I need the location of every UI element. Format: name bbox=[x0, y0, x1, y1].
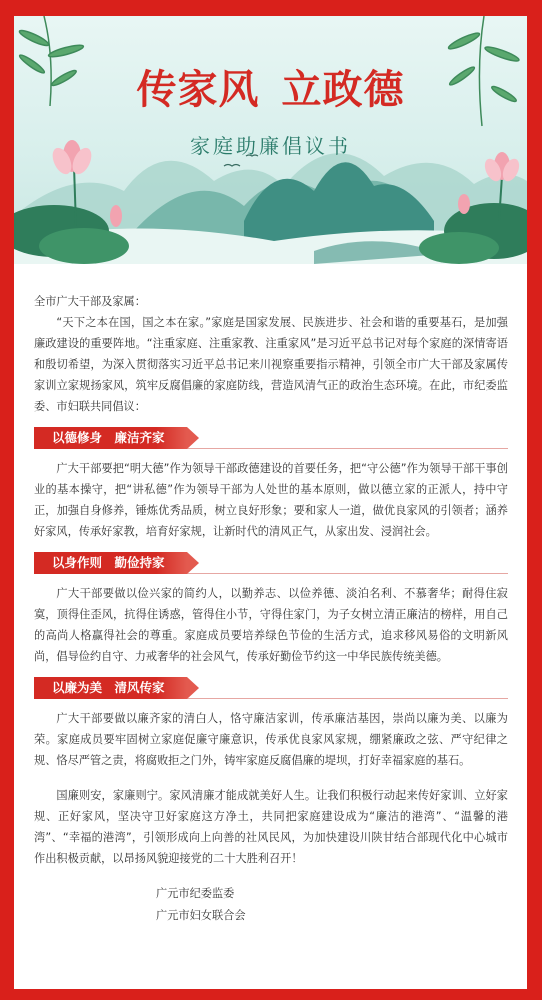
section-paragraph-3: 广大干部要做以廉齐家的清白人，恪守廉洁家训，传承廉洁基因，崇尚以廉为美、以廉为荣。家庭成员要牢固树立家庭促廉守廉意识，传承优良家风家规，绷紧廉政之弦、严守纪律之规、恪尽严管之责，将腐败拒之门外，铸牢家庭反腐倡廉的堤坝，打好幸福家庭的基石。 bbox=[34, 712, 508, 767]
section-heading-label: 以廉为美 清风传家 bbox=[34, 677, 187, 699]
title-part-b: 立政德 bbox=[281, 66, 405, 113]
page-title bbox=[14, 58, 527, 115]
section-heading-1 bbox=[34, 427, 508, 449]
title-part-a: 传家风 bbox=[136, 66, 260, 113]
section-heading-2 bbox=[34, 552, 508, 574]
section-paragraph-2: 广大干部要做以俭兴家的简约人，以勤养志、以俭养德、淡泊名利、不慕奢华；耐得住寂寞，顶得住歪风，抗得住诱惑，管得住小节，守得住家门，为子女树立清正廉洁的榜样，用自己的高尚人格赢得社会的尊重。家庭成员要培养绿色节俭的生活方式，追求移风易俗的文明新风尚，倡导俭约自守、力戒奢华的社会风气，传承好勤俭节约这一中华民族传统美德。 bbox=[34, 587, 508, 663]
signature-block bbox=[34, 883, 508, 927]
letter-body bbox=[34, 291, 508, 927]
header-banner bbox=[14, 16, 527, 264]
section-paragraph-1: 广大干部要把“明大德”作为领导干部政德建设的首要任务，把“守公德”作为领导干部干事创业的基本操守，把“讲私德”作为领导干部为人处世的基本原则，做以德立家的正派人，持中守正，加强自身修养，锤炼优秀品质，树立良好形象；要和家人一道，做优良家风的引领者；涵养好家风，传承好家教，培育好家规，让新时代的清风正气，从家出发、浸润社会。 bbox=[34, 462, 508, 538]
section-heading-label: 以德修身 廉洁齐家 bbox=[34, 427, 187, 449]
section-heading-3 bbox=[34, 677, 508, 699]
page-frame bbox=[14, 16, 527, 989]
closing-paragraph: 国廉则安，家廉则宁。家风清廉才能成就美好人生。让我们积极行动起来传好家训、立好家规、正好家风，坚决守卫好家庭这方净土，共同把家庭建设成为“廉洁的港湾”、“温馨的港湾”、“幸福的港湾”，引领形成向上向善的社风民风，为加快建设川陕甘结合部现代化中心城市作出积极贡献，以昂扬风貌迎接党的二十大胜利召开！ bbox=[34, 789, 508, 865]
greeting: 全市广大干部及家属： bbox=[34, 295, 146, 308]
signature-line-2: 广元市妇女联合会 bbox=[156, 909, 246, 922]
signature-line-1: 广元市纪委监委 bbox=[156, 887, 235, 900]
section-heading-label: 以身作则 勤俭持家 bbox=[34, 552, 187, 574]
intro-paragraph: “天下之本在国，国之本在家。”家庭是国家发展、民族进步、社会和谐的重要基石，是加强廉政建设的重要阵地。“注重家庭、注重家教、注重家风”是习近平总书记对每个家庭的深情寄语和殷切希望，为深入贯彻落实习近平总书记来川视察重要指示精神，引领全市广大干部及家属传家训立家规扬家风，筑牢反腐倡廉的家庭防线，营造风清气正的政治生态环境。在此，市纪委监委、市妇联共同倡议： bbox=[34, 316, 508, 413]
page-subtitle: 家庭助廉倡议书 bbox=[190, 134, 351, 158]
